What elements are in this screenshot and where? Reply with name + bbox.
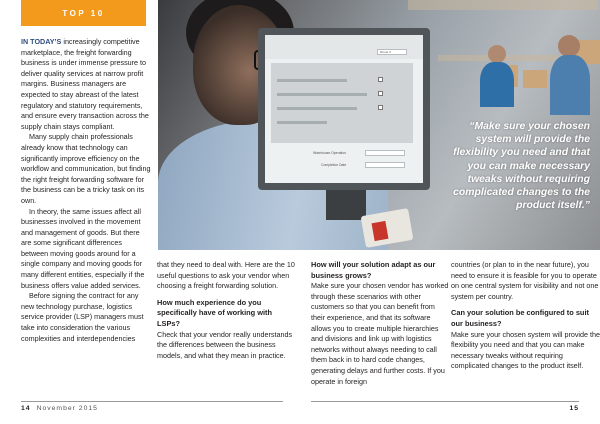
article-column-2: [157, 260, 297, 361]
question-heading: How much experience do you specifically have of working with LSPs?: [157, 297, 272, 328]
body-paragraph: In theory, the same issues affect all businesses involved in the movement and management of goods. But there are some significant differences between moving goods around for a single company and moving goods for many different entities, especially if the business offers value added services.: [21, 206, 145, 290]
lead-in: IN TODAY’S: [21, 37, 62, 46]
question-heading: How will your solution adapt as our business grows?: [311, 260, 436, 280]
pull-quote: “Make sure your chosen system will provide the flexibility you need and that you can make necessary tweaks without requiring complicated changes to the product itself.”: [453, 121, 590, 212]
body-paragraph: that they need to deal with. Here are the 10 useful questions to ask your vendor when choosing a freight forwarding solution.: [157, 260, 295, 291]
issue-date: November 2015: [36, 405, 98, 412]
body-paragraph: Many supply chain professionals already know that technology can significantly improve efficiency on the workflow and communication, but finding the right freight forwarding software for the business can be a tricky task on its own.: [21, 132, 151, 205]
body-paragraph: Make sure your chosen system will provide the flexibility you need and that you can make necessary tweaks without requiring complicated changes to the product itself.: [451, 329, 600, 371]
article-column-4: [451, 260, 600, 372]
body-paragraph: countries (or plan to in the near future), you need to ensure it is feasible for you to operate on one central system for visibility and not one system per country.: [451, 260, 599, 301]
footer-right: [311, 401, 579, 415]
screen-label-2: Warehouse Operation: [313, 151, 347, 155]
monitor-screen: [265, 35, 423, 183]
computer-monitor: [258, 28, 430, 190]
screen-field-1: Drone 3: [377, 49, 407, 55]
body-paragraph: Check that your vendor really understands the differences between the business models, and what they mean in practice.: [157, 329, 293, 360]
footer-left: [21, 401, 283, 415]
body-paragraph: Before signing the contract for any new technology purchase, logistics service provider (LSP) managers must take into consideration the various complexities and interdependencies: [21, 291, 144, 343]
article-column-3: [311, 260, 449, 387]
article-column-1: [21, 37, 151, 344]
screen-label-3: Completion Date: [321, 163, 347, 167]
page-number: 14: [21, 405, 31, 412]
page-number: 15: [569, 405, 579, 412]
barcode-scanner: [361, 208, 414, 248]
intro-paragraph: IN TODAY’S increasingly competitive marketplace, the freight forwarding business is under immense pressure to deliver quality services at narrow profit margins. Business managers are expected to stay abreast of the latest regulatory and statutory requirements, and ensure every transaction across the supply chain stays compliant.: [21, 37, 149, 131]
section-tag: TOP 10: [21, 0, 146, 26]
question-heading: Can your solution be configured to suit our business?: [451, 308, 589, 328]
body-paragraph: Make sure your chosen vendor has worked through these scenarios with other customers so that you can benefit from their experience, and that its software allows you to create multiple hierarchies and divisions and link up with logistics networks without always needing to call them back in to hard code changes, generating delays and further costs. If you operate in foreign: [311, 281, 449, 386]
